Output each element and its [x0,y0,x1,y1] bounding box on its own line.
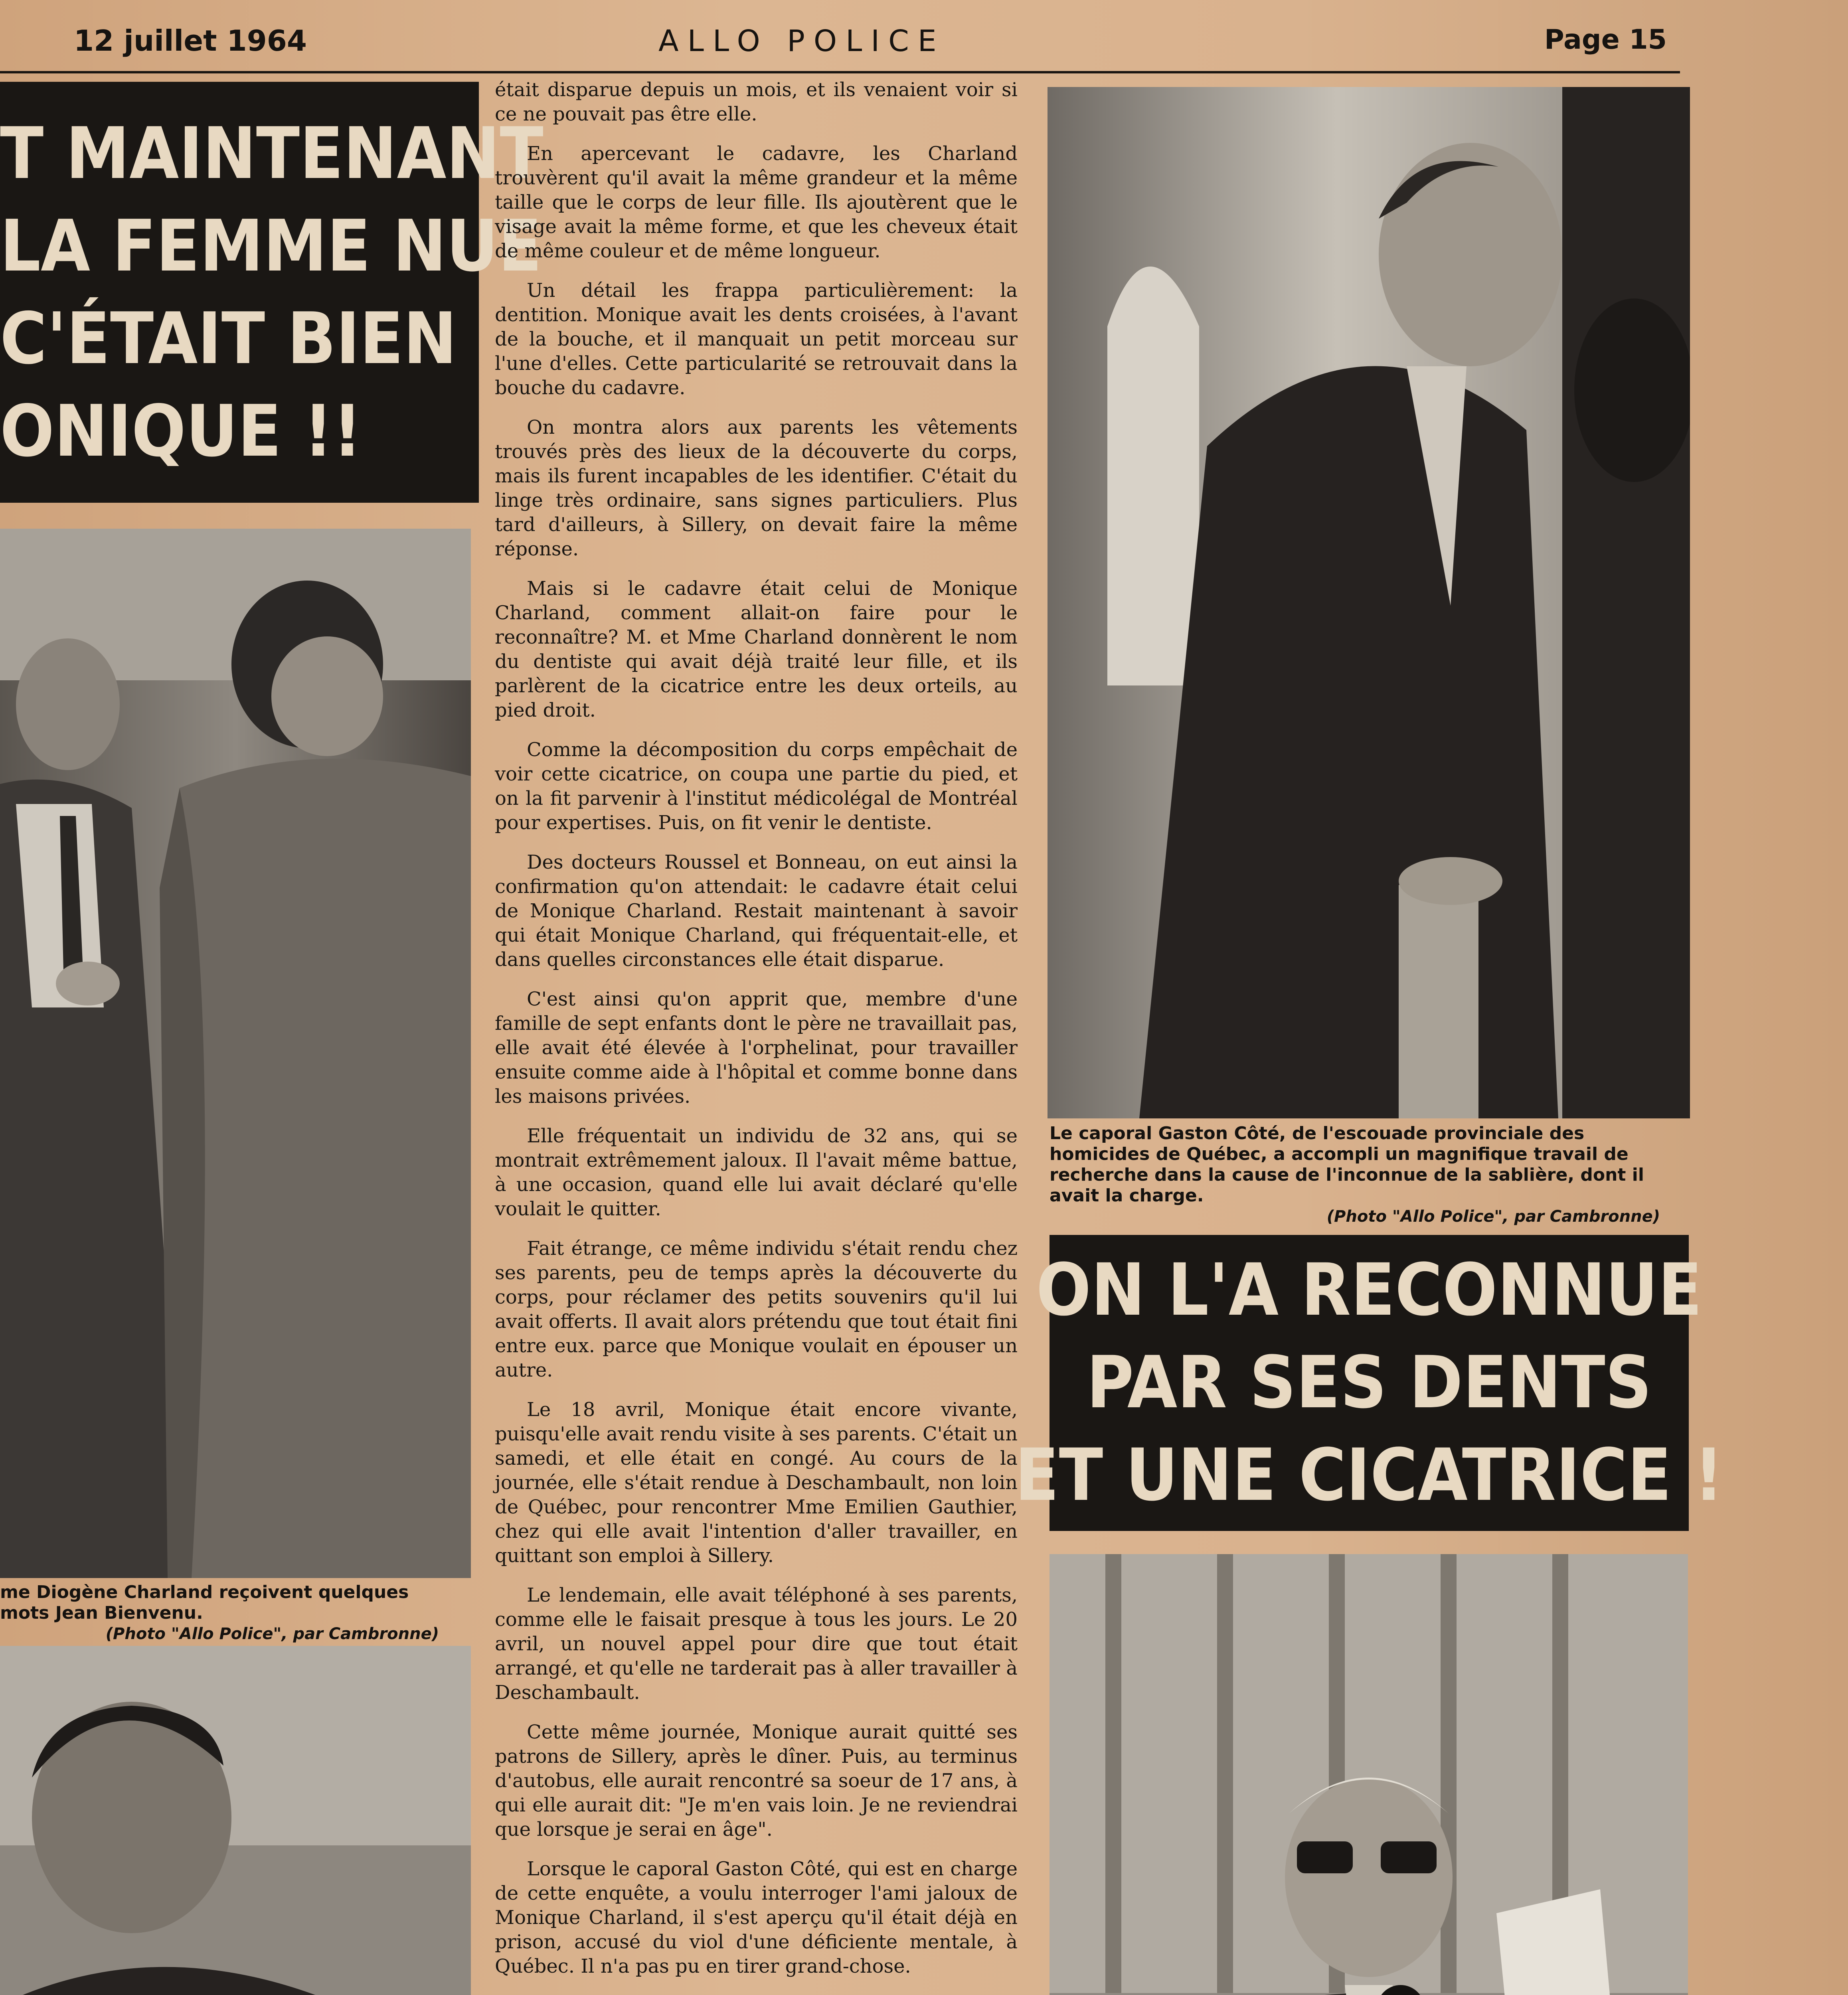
photo-parents-talking [0,529,471,1578]
article-body [495,78,1018,1995]
article-paragraph: Fait étrange, ce même individu s'était rendu chez ses parents, peu de temps après la découverte du corps, pour réclamer des petits souvenirs qu'il lui avait offerts. Il avait alors prétendu que tout était fini entre eux. parce que Monique voulait en épouser un autre. [495,1237,1018,1381]
article-paragraph: En apercevant le cadavre, les Charland trouvèrent qu'il avait la même grandeur et la même taille que le corps de leur fille. Ils ajoutèrent que le visage avait la même forme, et que les cheveux était de même couleur et de même longueur. [495,142,1018,262]
photo1-credit: (Photo "Allo Police", par Cambronne) [105,1625,439,1643]
article-paragraph: Des docteurs Roussel et Bonneau, on eut ainsi la confirmation qu'on attendait: le cadavre était celui de Monique Charland. Restait maintenant à savoir qui était Monique Charland, qui fréquentait-elle, et dans quelles circonstances elle était disparue. [495,851,1018,971]
headline-left-line: C'ÉTAIT BIEN [0,297,457,380]
photo-coroner-raymond [1050,1554,1688,1995]
photo3-caption-text: Le caporal Gaston Côté, de l'escouade provinciale des homicides de Québec, a accompli un magnifique travail de recherche dans la cause de l'inconnue de la sablière, dont il avait la charge. [1050,1123,1644,1206]
headline-right-line: ET UNE CICATRICE ! [1015,1434,1723,1517]
photo-corporal-cote [1048,87,1690,1118]
headline-left-line: LA FEMME NUE [0,204,542,287]
headline-left [0,82,544,503]
page-number: Page 15 [1544,24,1667,55]
article-paragraph: Mais si le cadavre était celui de Monique Charland, comment allait-on faire pour le reconnaître? M. et Mme Charland donnèrent le nom du dentiste qui avait déjà traité leur fille, et ils parlèrent de la cicatrice entre les deux orteils, au pied droit. [495,577,1018,721]
article-paragraph: Elle fréquentait un individu de 32 ans, qui se montrait extrêmement jaloux. Il l'avait même battue, à une occasion, quand elle lui avait déclaré qu'elle voulait le quitter. [495,1125,1018,1220]
headline-right-line: ON L'A RECONNUE [1036,1248,1702,1332]
article-paragraph: Le lendemain, elle avait téléphoné à ses parents, comme elle le faisait presque à tous les jours. Le 20 avril, un nouvel appel pour dire que tout était arrangé, et qu'elle ne tarderait pas à aller travailler à Deschambault. [495,1584,1018,1704]
headline-right-line: PAR SES DENTS [1086,1341,1652,1424]
article-paragraph: était disparue depuis un mois, et ils venaient voir si ce ne pouvait pas être elle. [495,79,1018,125]
issue-date: 12 juillet 1964 [74,24,307,57]
article-paragraph: Lorsque le caporal Gaston Côté, qui est en charge de cette enquête, a voulu interroger l'ami jaloux de Monique Charland, il s'est aperçu qu'il était déjà en prison, accusé du viol d'une déficiente mentale, à Québec. Il n'a pas pu en tirer grand-chose. [495,1858,1018,1977]
header-rule [0,71,1680,73]
photo3-credit: (Photo "Allo Police", par Cambronne) [1326,1207,1660,1226]
headline-right [1015,1235,1723,1531]
photo-uniformed-officer [0,1646,471,1995]
article-paragraph: C'est ainsi qu'on apprit que, membre d'une famille de sept enfants dont le père ne travaillait pas, elle avait été élevée à l'orphelinat, pour travailler ensuite comme aide à l'hôpital et comme bonne dans les maisons privées. [495,988,1018,1108]
article-paragraph: Cette même journée, Monique aurait quitté ses patrons de Sillery, après le dîner. Puis, au terminus d'autobus, elle aurait rencontré sa soeur de 17 ans, à qui elle aurait dit: "Je m'en vais loin. Je ne reviendrai que lorsque je serai en âge". [495,1721,1018,1841]
headline-left-line: T MAINTENANT [0,112,544,195]
article-paragraph: On montra alors aux parents les vêtements trouvés près des lieux de la découverte du corps, mais ils furent incapables de les identifier. C'était du linge très ordinaire, sans signes particuliers. Plus tard d'ailleurs, à Sillery, on devait faire la même réponse. [495,416,1018,560]
headline-left-line: ONIQUE !! [0,389,362,472]
article-paragraph: Le 18 avril, Monique était encore vivante, puisqu'elle avait rendu visite à ses parents. C'était un samedi, et elle était en congé. Au cours de la journée, elle s'était rendue à Deschambault, non loin de Québec, pour rencontrer Mme Emilien Gauthier, chez qui elle avait l'intention d'aller travailler, en quittant son emploi à Sillery. [495,1398,1018,1567]
article-paragraph: Comme la décomposition du corps empêchait de voir cette cicatrice, on coupa une partie du pied, et on la fit parvenir à l'institut médicolégal de Montréal pour expertises. Puis, on fit venir le dentiste. [495,739,1018,834]
article-paragraph: Un détail les frappa particulièrement: la dentition. Monique avait les dents croisées, à l'avant de la bouche, et il manquait un petit morceau sur l'une d'elles. Cette particularité se retrouvait dans la bouche du cadavre. [495,279,1018,399]
photo1-caption [0,1582,463,1644]
masthead-title: ALLO POLICE [658,24,945,58]
photo3-caption [1050,1123,1684,1227]
photo1-caption-text: me Diogène Charland reçoivent quelques mots Jean Bienvenu. [0,1582,409,1623]
